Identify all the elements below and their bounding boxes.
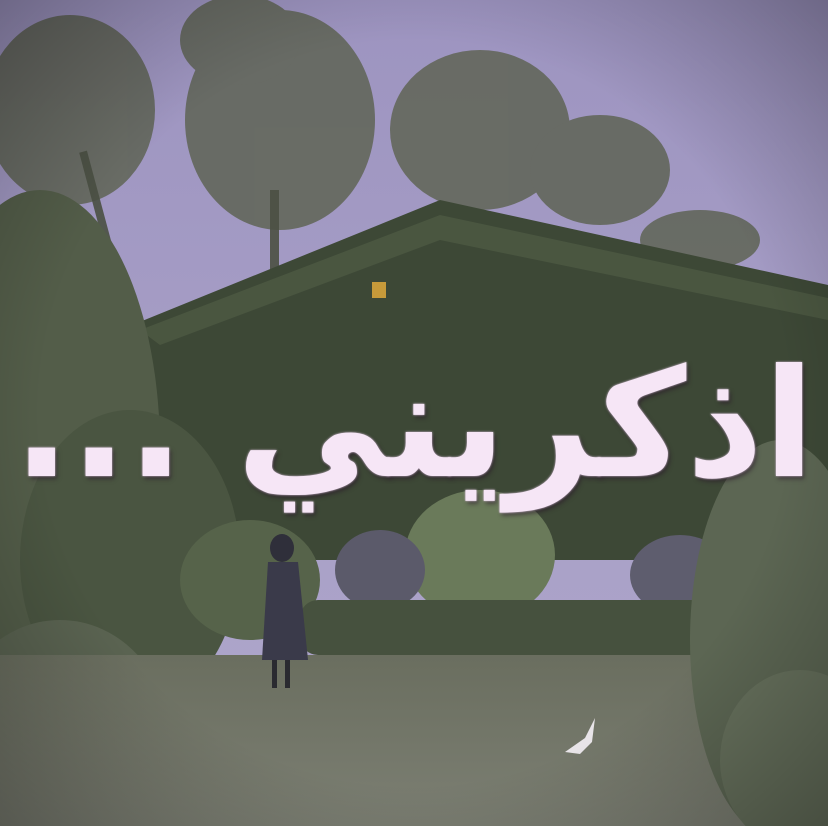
film-title: اذكريني ... <box>13 338 815 512</box>
